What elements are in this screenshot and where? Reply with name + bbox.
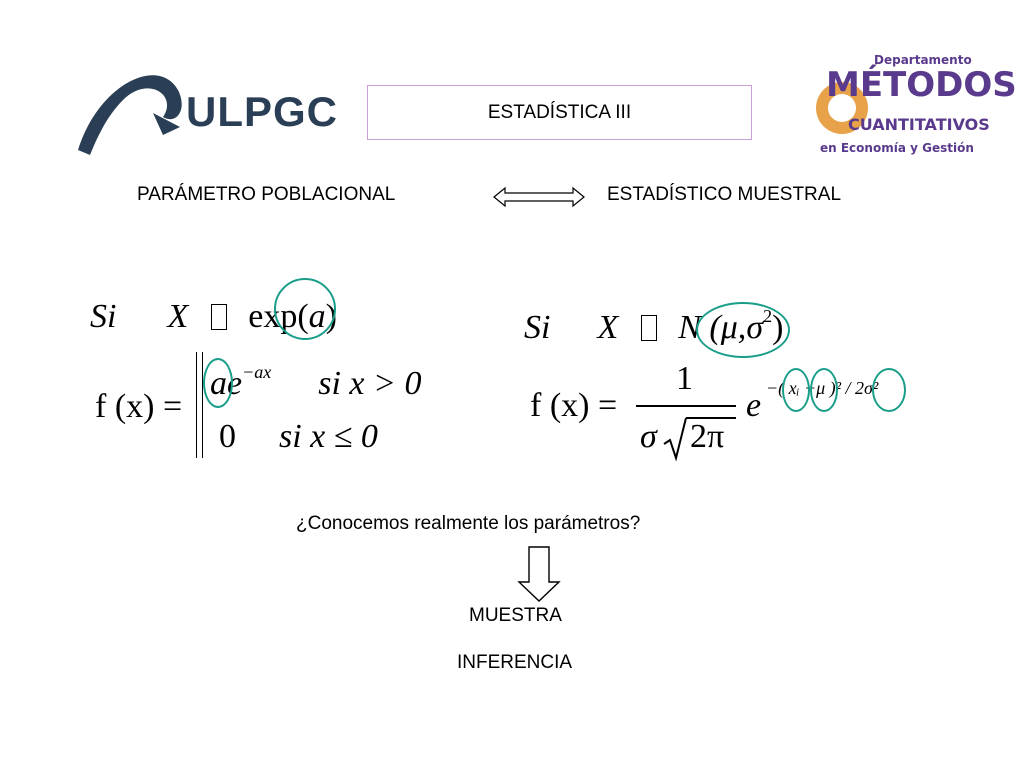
- exp-si: Si: [90, 298, 117, 335]
- ulpgc-logo-text: ULPGC: [186, 88, 338, 135]
- exp-f: f (x) =: [95, 388, 183, 425]
- normal-dist: N (: [678, 309, 721, 346]
- exp-case2: [219, 418, 378, 456]
- exp-case1-cond: si x > 0: [318, 365, 422, 402]
- down-arrow-icon: [518, 546, 560, 602]
- normal-dist-symbol-box: [641, 315, 657, 341]
- normal-si: Si: [524, 309, 551, 346]
- exp-param: a: [308, 298, 326, 335]
- dept-logo-line2: MÉTODOS: [826, 65, 1017, 105]
- xi-highlight-circle: [782, 368, 810, 412]
- param-highlight-circle: [274, 278, 336, 340]
- normal-den-root: 2π: [690, 418, 725, 455]
- department-logo: [812, 48, 1017, 162]
- normal-den-sigma: σ: [640, 418, 657, 455]
- inferencia-label: INFERENCIA: [457, 652, 573, 673]
- page-title: ESTADÍSTICA III: [367, 85, 752, 140]
- exp-case1-a: a: [210, 365, 227, 402]
- exp-case2-cond: si x ≤ 0: [279, 418, 378, 455]
- normal-close: ): [772, 309, 784, 346]
- normal-x: X: [597, 309, 619, 346]
- sqrt-icon: [662, 416, 688, 460]
- normal-mu: μ,: [720, 309, 747, 346]
- dept-logo-line3: CUANTITATIVOS: [848, 115, 990, 134]
- subtitle-left: PARÁMETRO POBLACIONAL: [137, 184, 396, 205]
- exp-x: X: [167, 298, 189, 335]
- fraction-bar: [636, 405, 736, 407]
- normal-exponent: −( xᵢ −μ )² / 2σ²: [766, 378, 879, 398]
- normal-numerator: 1: [676, 360, 693, 397]
- exp-close: ): [325, 298, 337, 335]
- normal-sigma-exp: 2: [763, 306, 773, 326]
- exp-case2-val: 0: [219, 418, 236, 455]
- normal-e: e: [746, 387, 762, 424]
- mu-sigma-highlight-circle: [696, 302, 790, 358]
- mu-highlight-circle: [810, 368, 838, 412]
- exp-case1-exp: −ax: [242, 362, 272, 382]
- normal-f: f (x) =: [530, 387, 618, 424]
- sigma-highlight-circle: [872, 368, 906, 412]
- exp-dist-symbol-box: [211, 304, 227, 330]
- subtitle-right: ESTADÍSTICO MUESTRAL: [607, 184, 842, 205]
- exp-case1-e: e: [227, 365, 243, 402]
- question-text: ¿Conocemos realmente los parámetros?: [296, 513, 641, 534]
- a-highlight-circle: [203, 358, 233, 408]
- muestra-label: MUESTRA: [469, 605, 562, 626]
- double-arrow-icon: [493, 186, 585, 208]
- exp-dist: exp(: [248, 298, 309, 335]
- normal-denominator: [640, 418, 657, 456]
- dept-logo-line1: Departamento: [874, 53, 972, 67]
- exp-brace: [196, 352, 203, 458]
- normal-sigma: σ: [746, 309, 764, 346]
- exp-case1: [210, 362, 421, 403]
- dept-logo-line4: en Economía y Gestión: [820, 141, 974, 155]
